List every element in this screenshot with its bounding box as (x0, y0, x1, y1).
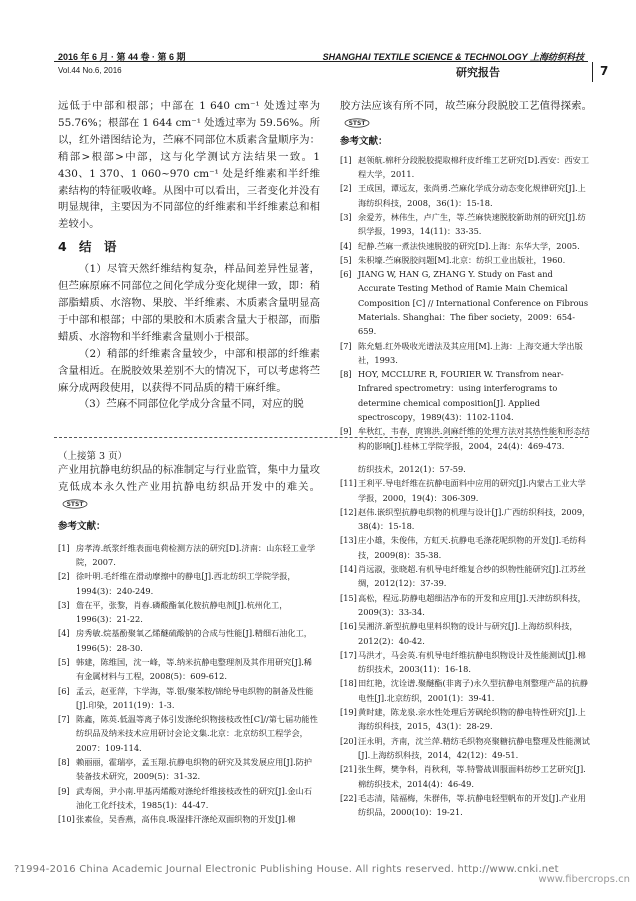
issue-info: 2016 年 6 月 · 第 44 卷 · 第 6 期 (58, 52, 186, 62)
reference-number: [5] (58, 657, 70, 667)
reference-number: [7] (340, 340, 352, 351)
reference-number: [3] (58, 599, 70, 610)
section-heading: 4 结 语 (58, 239, 121, 255)
reference-item (58, 784, 320, 813)
reference-number: [10] (58, 814, 75, 825)
reference-item (58, 684, 320, 713)
reference-text: HOY, MCCLURE R, FOURIER W. Transfrom near-Infrared spectrometry：using interferograms to determine chemical composition[J]. Applied spectroscopy，1989(43)：1102-1104. (358, 369, 564, 423)
reference-item (340, 533, 592, 562)
reference-item (340, 153, 592, 182)
reference-item (58, 569, 320, 598)
reference-text: 陈允魁.红外吸收光谱法及其应用[M].上海：上海交通大学出版社，1993. (358, 340, 583, 365)
reference-item (340, 791, 592, 820)
reference-item (340, 676, 592, 705)
left-column (58, 98, 320, 413)
reference-number: [22] (340, 792, 357, 803)
reference-text: 房孝涛.纸浆纤维表面电荷检测方法的研究[D].济南：山东轻工业学院，2007. (76, 542, 316, 567)
reference-number (340, 462, 358, 476)
reference-text: 王成国，谭远友，张尚勇.苎麻化学成分动态变化规律研究[J].上海纺织科技，2008，36(1)：15-18. (358, 183, 586, 208)
reference-text: 纺织技术，2012(1)：57-59. (358, 464, 466, 474)
reference-number: [21] (340, 764, 357, 775)
reference-number: [17] (340, 649, 357, 660)
reference-list (340, 153, 592, 453)
reference-text: 武寿阁，尹小南.甲基丙烯酸对涤纶纤维接枝改性的研究[J].金山石油化工化纤技术，1985(1)：44-47. (76, 785, 312, 810)
reference-text: 詹在平，张黎，肖春.磷酸酯氧化胺抗静电剂[J].杭州化工，1996(3)：21-22. (76, 599, 288, 625)
reference-item (58, 626, 320, 655)
reference-text: 陈鑫，陈英.低温等离子体引发涤纶织物接枝改性[C]//第七届功能性纺织品及纳米技术应用研讨会论文集.北京：北京纺织工程学会，2007：109-114. (76, 714, 318, 753)
reference-text: 马洪才，马会英.有机导电纤维抗静电织物设计及性能测试[J].棉纺织技术，2003(11)：16-18. (358, 649, 586, 675)
reference-item (58, 812, 320, 826)
journal-logo-icon (344, 118, 370, 128)
body-paragraph: 胶方法应该有所不同，故苎麻分段脱胶工艺值得探索。 STST (340, 100, 592, 128)
reference-text: 房秀敏.烷基酚聚氧乙烯醚硫酸钠的合成与性能[J].精细石油化工，1996(5)：28-30. (76, 628, 312, 653)
svg-text:STST: STST (66, 501, 84, 509)
svg-text:STST: STST (348, 120, 366, 128)
reference-number: [18] (340, 678, 357, 689)
reference-text: JIANG W, HAN G, ZHANG Y. Study on Fast and Accurate Testing Method of Ramie Main Chemical Composition [C] // International Conference on Fibrous Materials. Shanghai：The fiber society，2009：654-659. (358, 269, 589, 337)
reference-item (340, 648, 592, 677)
reference-number: [6] (58, 685, 70, 696)
reference-number: [13] (340, 535, 357, 546)
reference-number: [20] (340, 735, 357, 746)
reference-number: [8] (340, 369, 352, 380)
reference-item (340, 591, 592, 620)
copyright-footer: ?1994-2016 China Academic Journal Electronic Publishing House. All rights reserved. http://www.cnki.net (14, 864, 559, 875)
reference-number: [4] (340, 240, 352, 251)
body-paragraph: （3）苎麻不同部位化学成分含量不同，对应的脱 (78, 398, 304, 411)
header-separator (592, 62, 593, 82)
reference-number: [5] (340, 254, 352, 265)
reference-number: [6] (340, 269, 352, 280)
reference-item (58, 755, 320, 784)
reference-item (58, 655, 320, 684)
reference-text: 韩建，陈维国，沈一峰，等.纳米抗静电整理剂及其作用研究[J].稀有金属材料与工程，2008(5)：609-612. (76, 657, 312, 682)
references-title: 参考文献： (340, 135, 388, 147)
reference-item (340, 210, 592, 239)
reference-item (340, 339, 592, 368)
reference-text: 徐叶明.毛纤维在滑动摩擦中的静电[J].西北纺织工学院学报，1994(3)：240-249. (76, 571, 296, 596)
volume-info: Vol.44 No.6, 2016 (58, 66, 122, 75)
reference-item (340, 619, 592, 648)
reference-item (340, 705, 592, 734)
reference-item (58, 541, 320, 570)
reference-item (340, 424, 592, 453)
reference-number: [15] (340, 592, 357, 603)
reference-text: 王利平.导电纤维在抗静电面料中应用的研究[J].内蒙古工业大学学报，2000，19(4)：306-309. (358, 478, 586, 503)
reference-list (58, 541, 320, 827)
article-divider (54, 437, 588, 438)
reference-number: [2] (58, 571, 70, 582)
continued-note: （上接第 3 页） (58, 451, 128, 462)
reference-item (340, 762, 592, 791)
reference-item (340, 253, 592, 267)
reference-text: 赵伟.嵌织型抗静电织物的机理与设计[J].广西纺织科技，2009，38(4)：15-18. (358, 506, 591, 532)
reference-text: 纪静.苎麻一煮法快速脱胶的研究[D].上海：东华大学，2005. (358, 240, 580, 251)
reference-number: [2] (340, 183, 352, 194)
reference-text: 肖远淑，张晓超.有机导电纤维复合纱的织物性能研究[J].江苏丝绸，2012(12)：37-39. (358, 564, 586, 589)
reference-text: 黄时建，陈龙泉.亲水性处理后芳砜纶织物的静电特性研究[J].上海纺织科技，2015，43(1)：28-29. (358, 707, 586, 732)
reference-item (340, 476, 592, 505)
reference-number: [1] (58, 542, 70, 553)
reference-number: [9] (340, 426, 352, 437)
references-title: 参考文献： (58, 520, 106, 532)
reference-item (340, 267, 592, 338)
page-number: 7 (600, 64, 609, 78)
body-paragraph: （2）稍部的纤维素含量较少，中部和根部的纤维素含量相近。在脱胶效果差别不大的情况下，可以考虑将苎麻分成两段使用，以获得不同品质的精干麻纤维。 (58, 347, 320, 394)
reference-item (340, 734, 592, 763)
bottom-left-column (58, 462, 320, 827)
reference-text: 孟云，赵亚萍，卞学海，等.银/聚苯胺/锦纶导电织物的制备及性能[J].印染，2011(19)：1-3. (76, 685, 314, 710)
reference-text: 余爱芳，林伟生，卢广生，等.苎麻快速脱胶新助剂的研究[J].纺织学报，1993，14(11)：33-35. (358, 211, 586, 237)
reference-text: 高松，程远.防静电超细洁净布的开发和应用[J].天津纺织科技，2009(3)：33-34. (358, 592, 586, 617)
reference-text: 朱积壕.苎麻脱胶问题[M].北京：纺织工业出版社，1960. (358, 254, 566, 265)
reference-number: [3] (340, 211, 352, 222)
reference-text: 吴湘济.新型抗静电里料织物的设计与研究[J].上海纺织科技，2012(2)：40-42. (358, 621, 578, 646)
journal-logo-icon (62, 499, 88, 509)
reference-item (340, 462, 592, 476)
right-column (340, 98, 592, 453)
body-paragraph: 远低于中部和根部；中部在 1 640 cm⁻¹ 处透过率为 55.76%；根部在 1 644 cm⁻¹ 处透过率为 59.56%。所以，红外谱图结论为，苎麻不同部位木质素含量顺序为：稍部>根部>中部，这与化学测试方法结果一致。1 430、1 370、1 060~970 cm⁻¹ 处是纤维素和半纤维素结构的特征吸收峰。从图中可以看出，三者变化并没有明显规律，主要因为不同部位的纤维素和半纤维素总和相差较小。 (58, 100, 320, 231)
reference-text: 张素俭，吴香燕，高伟良.吸湿排汗涤纶双面织物的开发[J].棉 (76, 814, 296, 825)
reference-number: [16] (340, 621, 357, 632)
reference-text: 田红艳，沈诠谱.聚醚酯(非离子)永久型抗静电剂整理产品的抗静电性[J].北京纺织，2001(1)：39-41. (358, 678, 589, 703)
reference-number: [8] (58, 757, 70, 768)
reference-number: [9] (58, 785, 70, 796)
reference-number: [1] (340, 154, 352, 165)
reference-text: 庄小雄，朱俊伟，方虹天.抗静电毛涤花呢织物的开发[J].毛纺科技，2009(8)：35-38. (358, 535, 586, 560)
reference-item (58, 598, 320, 627)
header-rule (54, 61, 588, 62)
body-paragraph: （1）尽管天然纤维结构复杂，样品间差异性显著，但苎麻原麻不同部位之间化学成分变化规律一致，即：稍部脂蜡质、水溶物、果胶、半纤维素、木质素含量明显高于中部和根部；中部的果胶和木质素含量大于根部，而脂蜡质、水溶物和半纤维素含量则小于根部。 (58, 263, 320, 343)
reference-text: 张生辉，樊争科，肖秋利，等.特警战训服面料纺纱工艺研究[J].棉纺织技术，2014(4)：46-49. (358, 764, 586, 789)
watermark: www.fibercrops.cn (538, 874, 630, 885)
reference-item (340, 239, 592, 253)
reference-number: [4] (58, 628, 70, 639)
reference-text: 汪永明，齐南，沈兰萍.精纺毛织物亮聚糖抗静电整理及性能测试[J].上海纺织科技，2014，42(12)：49-51. (358, 735, 590, 760)
reference-item (340, 562, 592, 591)
reference-number: [11] (340, 478, 357, 489)
bottom-right-column (340, 462, 592, 819)
section-label: 研究报告 (456, 66, 500, 79)
body-paragraph: 产业用抗静电纺织品的标准制定与行业监管，集中力量攻克低成本永久性产业用抗静电纺织品开发中的难关。 STST (58, 464, 320, 509)
reference-text: 毛志清，陆福梅，朱群伟，等.抗静电轻型帆布的开发[J].产业用纺织品，2000(10)：19-21. (358, 792, 586, 818)
reference-item (58, 712, 320, 755)
reference-number: [12] (340, 506, 357, 517)
reference-number: [7] (58, 714, 70, 725)
reference-item (340, 505, 592, 534)
reference-list (340, 462, 592, 819)
reference-number: [19] (340, 707, 357, 718)
journal-title: SHANGHAI TEXTILE SCIENCE & TECHNOLOGY 上海纺织科技 (322, 52, 584, 62)
reference-text: 赵领航.棉秆分段脱胶提取棉秆皮纤维工艺研究[D].西安：西安工程大学，2011. (358, 154, 590, 180)
reference-item (340, 367, 592, 424)
reference-item (340, 181, 592, 210)
reference-text: 牟秋红，韦春，庹锦洪.剑麻纤维的处理方法对其热性能和形态结构的影响[J].桂林工学院学报，2004，24(4)：469-473. (358, 426, 590, 451)
reference-text: 赖丽丽，霍瑞亭，孟玉翔.抗静电织物的研究及其发展应用[J].防护装备技术研究，2009(5)：31-32. (76, 757, 312, 782)
reference-number: [14] (340, 564, 357, 575)
